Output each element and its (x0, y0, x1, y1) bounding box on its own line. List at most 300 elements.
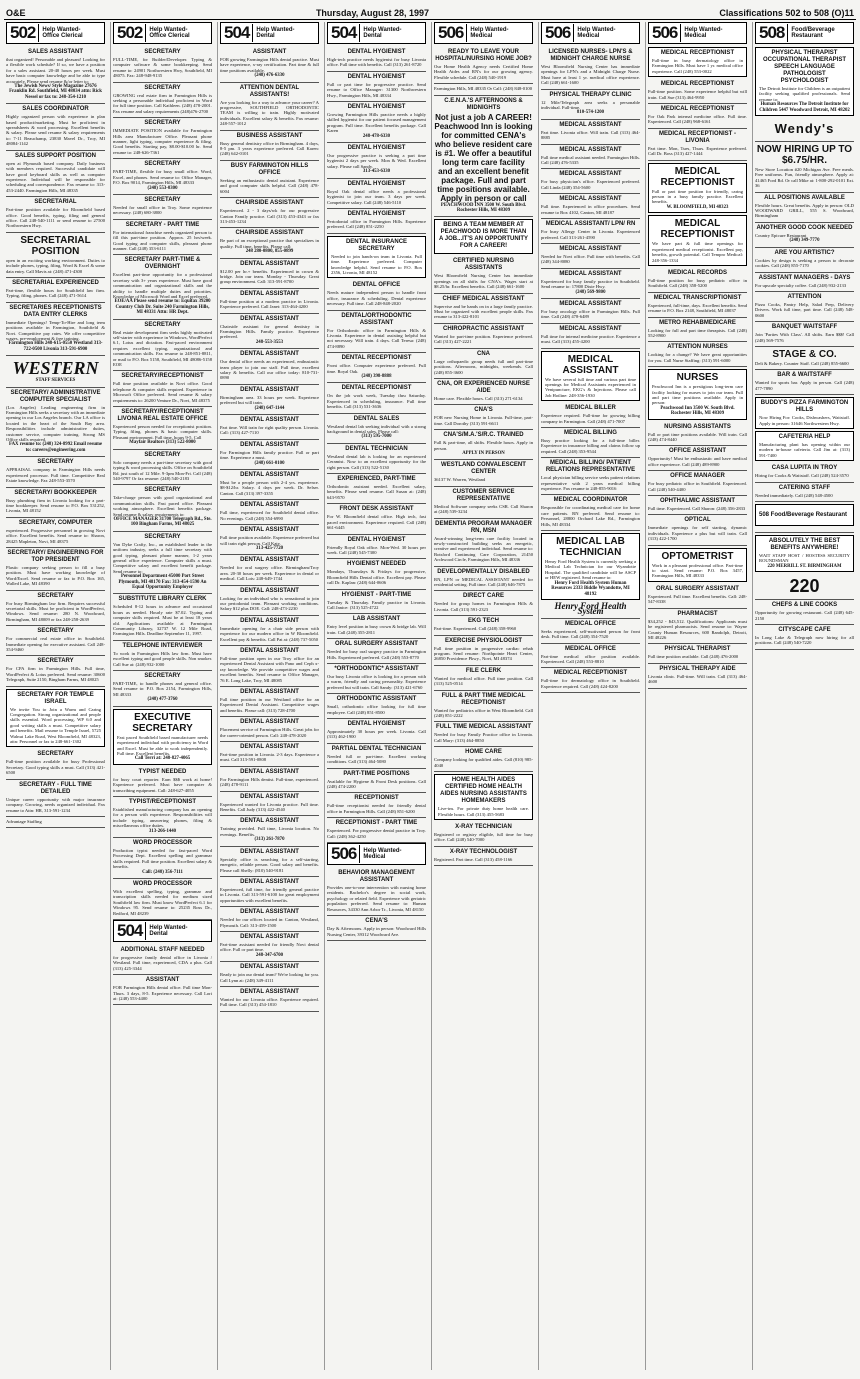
ad-contact: (248) 647-1144 (254, 405, 285, 411)
ad-title: HYGIENIST - PART-TIME (341, 591, 412, 598)
classified-ad (755, 625, 854, 650)
section-number: 506 (542, 24, 574, 42)
ad-title: BAR & WAITSTAFF (777, 372, 832, 379)
ad-body: Our busy Livonia office is looking for a person with a warm, friendly and caring personality. Experience preferred but will train. Call Sandy: (313) 421-6760 (327, 673, 426, 690)
classified-ad (755, 502, 854, 533)
ad-contact: Mayfair Realtors (313) 522-8000 (129, 440, 196, 446)
classified-ad (327, 280, 426, 310)
ad-contact: (248) 398-8888 (361, 374, 392, 379)
classified-ad (220, 415, 319, 440)
ad-body: Looking for a change? We have great opportunities for you. Call Nurse Staffing: (313) 591-6000 (648, 352, 747, 363)
classified-ad (6, 488, 105, 518)
classified-ad (220, 987, 319, 1012)
section-label: Help Wanted- Dental (363, 26, 402, 39)
ad-body: Part time. Mon, Tues, Thurs. Experience preferred. Call Dr. Boss (313) 427-1444 (648, 145, 747, 157)
ad-title: SECRETARY/ ENGINEERING FOR TOP PRESIDENT (7, 549, 104, 563)
ad-title: SECRETARY (144, 196, 181, 203)
ad-title: DENTAL ASSISTANT (240, 793, 299, 800)
ad-title: FULL & PART TIME MEDICAL RECEPTIONIST (441, 692, 526, 706)
masthead-left: O&E (6, 8, 26, 18)
ad-body: Front office. Computer experience preferred. Full time. Royal Oak. (327, 363, 426, 374)
ad-body: Day & Afternoons. Apply in person: Woodward Hills Nursing Center, 39312 Woodward Ave. (327, 926, 426, 937)
ad-title: WESTLAND CONVALESCENT CENTER (441, 462, 526, 476)
masthead-classifications: Classifications 502 to 508 (719, 8, 829, 18)
ad-body: Experienced, full time, for friendly general practice in Livonia. Call 313-591-6100 for great employment opportunities with excellent benefits. (220, 886, 319, 903)
classified-ad (434, 636, 533, 666)
ad-contact: Henry Ford Health System Human Resources 2333 Biddle Wyandotte, MI 48192 (551, 580, 630, 597)
ad-body: Provides one-to-one intervention with nursing home residents. Bachelor's degree in social work, psychology or related field. Experience with geriatric population preferred. Send resume to: Human Resources, 34330 Ann Arbor Tr., Livonia, MI 48150 (327, 885, 426, 912)
classified-ad (113, 195, 212, 220)
ad-body: Seeks experienced, self-motivated person for front desk. Full time. Call (248) 354-7520 (541, 628, 640, 640)
ad-body: 12 Mile/Telegraph area seeks a personable individual. Full-time. (541, 99, 640, 111)
ad-body: Flexible hours. Great benefits. Apply in person: OLD WOODWARD GRILL, 555 S. Woodward, Birmingham (755, 202, 854, 219)
ad-body: Our progressive practice is seeking a part time hygienist 2 days per week. Mon & Wed. Excellent salary. Please call Sandy. (327, 153, 426, 169)
classified-ad (113, 371, 212, 407)
ad-title: READY TO LEAVE YOUR HOSPITAL/NURSING HOME JOB? (435, 49, 532, 62)
ad-body: Opportunity! Must be enthusiastic and have medical office experience. Call (248) 489-8900 (648, 456, 747, 467)
classified-ad (648, 104, 747, 129)
classified-ad (220, 314, 319, 350)
ad-title: DENTAL OFFICE (352, 282, 401, 289)
ad-contact: 248-553-3553 (255, 339, 284, 345)
ad-body: Full time position available. Experience preferred but will train right person. Call Katy. (220, 535, 319, 546)
classified-ad (541, 619, 640, 644)
ad-body: that organized! Personable and pleasant! Looking for a flexible work schedule? If so, we have a position for a sales assistant. 20-40 hours per week. Must have basic computer knowledge and be able to type accurately. Please send resume &/or letter to: (6, 57, 105, 84)
ad-title: SECRETARIAL (34, 199, 77, 206)
ad-contact: Farmington Hills 248-615-0550 Westland 313-722-0500 Livonia 313-591-6900 (8, 341, 103, 352)
ad-title: SECRETARIAL EXPERIENCED (12, 279, 99, 286)
classified-ad (434, 324, 533, 349)
ad-body: Award-winning long-term care facility located in newly-constructed building seeks an energetic, creative and experienced individual. Send resume to: Botsford Continuing Care Corporation, 21450 Archwood Circle, Farmington Hills, MI 48336 (434, 535, 533, 563)
ad-body: Full time for internal medicine practice. Experience a must. Call (313) 455-4200 (541, 333, 640, 345)
ad-title: CHAIRSIDE ASSISTANT (235, 230, 304, 237)
classified-ad (6, 780, 105, 817)
classified-ad (434, 219, 533, 254)
column-4 (324, 22, 428, 1370)
ad-body: Peachwood Inn is a prestigious long-term care facility looking for nurses to join our team. Full and part time positions available. Apply in person: (652, 384, 743, 406)
ad-title: EXPERIENCED, PART-TIME (337, 476, 416, 483)
ad-body: STAFF SERVICES (35, 378, 76, 384)
ad-title: ASSISTANT MANAGERS - DAYS (758, 274, 851, 281)
masthead (4, 4, 856, 20)
ad-body: Entry level position in busy crown & bridge lab. Will train. Call (248) 355-2811 (327, 624, 426, 635)
ad-title: MEDICAL ASSISTANT (559, 270, 622, 277)
ad-title: PHYSICAL THERAPY AIDE (659, 665, 736, 672)
ad-body: Part-time position available for Bloomfield based office. Good benefits, typing, filing and general office. Call 248-540-1111 or send resume to 27500 Northwestern Hwy. (6, 207, 105, 229)
ad-title: EXERCISE PHYSIOLOGIST (444, 637, 522, 644)
classified-ad (541, 428, 640, 458)
ad-contact: (248) 349-7770 (789, 238, 820, 244)
classified-ad (327, 590, 426, 615)
ad-title: ASSISTANT (145, 977, 180, 984)
ad-title: MEDICAL ASSISTANT (559, 245, 622, 252)
section-number: 502 (7, 24, 39, 42)
wendys-logo: Wendy's (774, 121, 835, 137)
ad-title: SECRETARY (144, 533, 181, 540)
ad-body: (Los Angeles) Leading engineering firm in Farmington Hills seeks a secretary with an immediate opening in our Los Angeles branch. Our LA office is located in the heart of the South Bay area. Responsibilities include administrative duties, customer service, computer training. Strong MS Office skills required. (6, 404, 105, 443)
section-label: Food/Beverage Restaurant (791, 26, 835, 39)
ad-title: DENTAL ASSISTANT (240, 617, 299, 624)
ad-body: open in an exciting working environment. Duties to include phones, typing, filing, Word & Excel & some data entry. Call Mavis at: (248) 471-4300 (6, 257, 105, 274)
ad-title: DENTAL HYGIENIST (347, 721, 406, 727)
classified-ad (327, 535, 426, 560)
classified-ad (220, 847, 319, 877)
ad-body: Friendly Royal Oak office. Mon-Wed. 30 hours per week. Call (248) 545-7300 (327, 544, 426, 555)
classified-ad (327, 639, 426, 664)
classified-ad (648, 644, 747, 663)
classified-ad (541, 533, 640, 600)
classified-ad (220, 907, 319, 932)
classified-ad (220, 161, 319, 198)
ad-title: ALL POSITIONS AVAILABLE (764, 194, 845, 201)
classified-ad (113, 945, 212, 975)
ad-title: PHYSICAL THERAPY CLINIC (549, 91, 632, 98)
classified-ad (113, 47, 212, 83)
classified-ad (113, 159, 212, 195)
ad-body: Needed for busy oral surgery practice in Farmington Hills. Experienced preferred. Call (248) 553-8770 (327, 649, 426, 660)
ad-title: CAFETERIA HELP (778, 433, 831, 440)
ad-title: OFFICE MANAGER (670, 473, 725, 480)
classified-ad (220, 131, 319, 161)
ad-body: We have part & full time openings for experienced medical receptionist. Excellent pay, benefits, growth potential. Call Tempro Medical: 248-356-1334 (652, 241, 743, 263)
classified-ad (648, 609, 747, 645)
ad-body: Real estate development firm seeks highly motivated self-starter with experience in Windows, WordPerfect 6.1, Lotus and dictation. Fast-paced environment requires excellent typing, organizational and communication skills. Fax resume to 248-851-8811, or mail to P.O. Box 5158, Southfield, MI 48086-5158 EOE (113, 329, 212, 368)
ad-body: Experienced, full-time, days. Excellent benefits. Send resume to P.O. Box 2148, Southfield, MI 48037 (648, 302, 747, 314)
classified-ad (6, 104, 105, 150)
ad-body: Opportunity for growing restaurant. Call (248) 645-2150 (755, 610, 854, 621)
ad-title: CNA (477, 350, 490, 357)
classified-ad (327, 614, 426, 639)
ad-body: Full-time position at a modern practice in Livonia. Experience preferred. Call Janet: 313-464-4200 (220, 298, 319, 310)
ad-body: For international franchise needs organized person to fill this part-time position. Approx. 25 hrs/week. Good typing and computer skills, pleasant phone manner. Call (248) 353-6111 (113, 229, 212, 251)
section-header (220, 22, 319, 44)
ad-body: Part-time assistant needed for friendly Novi dental office. Full or part time. (220, 941, 319, 953)
ad-body: Immediate opening for a chair side person with experience for our modern office in W Bloomfield. Excellent pay & benefits. Call Pat at: (248) 737-5050 (220, 625, 319, 642)
classified-ad (755, 292, 854, 322)
masthead-right (719, 8, 854, 18)
classified-ad (327, 694, 426, 719)
classified-ad (434, 47, 533, 84)
classified-ad (113, 671, 212, 707)
ad-title: PARTIAL DENTAL TECHNICIAN (331, 745, 422, 752)
ad-title: DENTAL SALES (353, 415, 400, 422)
classified-ad (327, 769, 426, 794)
ad-title: HOME HEALTH AIDES CERTIFIED HOME HEALTH AIDES NURSING ASSISTANTS HOMEMAKERS (440, 777, 527, 805)
ad-body: Manufacturing plant has opening within our modern in-house cafeteria. Call Jim at: (313) 591-7400 (759, 441, 850, 458)
ad-title: MEDICAL ASSISTANT (559, 171, 622, 178)
ad-title: MEDICAL ASSISTANT/ LPN/ RN (545, 221, 636, 228)
classified-ad (113, 320, 212, 372)
classified-ad (541, 602, 640, 619)
classified-ad (541, 668, 640, 693)
classified-ad (327, 719, 426, 744)
classified-ad (755, 118, 854, 142)
ad-title: SECRETARY, COMPUTER (18, 519, 93, 526)
ad-title: DENTAL/ORTHODONTIC ASSISTANT (341, 312, 412, 326)
ad-title: PHARMACIST (677, 610, 718, 617)
ad-title: SECRETARY (144, 451, 181, 458)
ad-title: CNA'S/M.A.'S/R.C. TRAINED (443, 432, 524, 439)
ad-body: PART-TIME, flexible for busy small office. Word, Excel, and phones. Send resume to: Office Manager, P.O. Box 9014, Farmington Hills, MI 48333 (113, 169, 212, 186)
ad-title: SECRETARY - PART TIME (125, 221, 200, 228)
ad-title: DENTAL ASSISTANT (240, 441, 299, 448)
ad-body: Experienced. Full time. Excellent benefits. Call: 248-547-8338 (648, 593, 747, 605)
classified-ad (6, 457, 105, 487)
ad-title: EXECUTIVE SECRETARY (132, 711, 193, 734)
ad-title: MEDICAL RECEPTIONIST (660, 165, 735, 188)
ad-title: MEDICAL ASSISTANT (559, 146, 622, 153)
ad-contact: Personnel Department 45000 Port Street Plymouth, MI 48170 Fax: 313-454-1590 An Equal Opportunity Employer (118, 574, 207, 590)
classified-ad (755, 483, 854, 502)
ad-body: GROWING real estate firm in Farmington Hills is seeking a personable individual proficient in Word for full time position. Call Kathleen. (248) 478-2001. Fax resume and salary requirements (248)476-2700 (113, 92, 212, 114)
ad-body: Henry Ford Health System is currently seeking a Medical Lab Technician for our Wyandotte Hospital. The qualified candidate will be ASCP or HEW registered. Send resume to: (545, 559, 636, 581)
ad-body: Country Epicure Restaurant (755, 232, 807, 238)
ad-title: SECRETARY (37, 751, 74, 758)
ad-title: BUDDY'S PIZZA FARMINGTON HILLS (760, 400, 849, 414)
classified-ad (434, 294, 533, 324)
ad-title: MEDICAL BILLING (564, 430, 617, 436)
classified-ad (327, 209, 426, 234)
ad-title: NURSING ASSISTANTS (664, 423, 731, 430)
column-2 (110, 22, 214, 1370)
classified-ad (648, 47, 747, 77)
classified-ad (220, 349, 319, 385)
classified-ad (648, 548, 747, 582)
ad-title: ATTENTION (787, 293, 822, 300)
classified-ad (434, 666, 533, 691)
classified-ad (6, 233, 105, 278)
ad-body: for progressive family dental office in Livonia / Westland. Full time, experienced, CDA a plus. Call (313) 425-3344 (113, 955, 212, 971)
classified-ad (220, 555, 319, 585)
ad-title: RECEPTIONIST - PART TIME (335, 820, 418, 827)
ad-contact: (248) 553-0300 (147, 185, 178, 191)
ad-body: Full or part time position for friendly, caring person in a busy family practice. Excellent benefits. (652, 188, 743, 205)
ad-title: SALES COORDINATOR (22, 106, 89, 113)
ad-title: DENTAL ASSISTANT (240, 909, 299, 916)
ad-body: Needed for group homes in Farmington Hills & Livonia. Call (313) 591-2323 (434, 601, 533, 612)
ad-title: CHIROPRACTIC ASSISTANT (443, 325, 524, 332)
classified-ad (6, 47, 105, 104)
ad-title: DENTAL HYGIENIST (347, 210, 406, 217)
ad-body: Excellent part-time opportunity for a professional secretary with 3+ years experience. Must have good communication and organizational skills and the ability to handle multiple duties and priorities. Knowledge of Microsoft Word and Excel preferred. (113, 272, 212, 299)
section-header (648, 22, 747, 44)
section-header (434, 22, 533, 44)
ad-contact: 313-425-7720 (255, 545, 284, 551)
classified-ad (113, 797, 212, 838)
section-number: 506 (328, 845, 360, 863)
ad-body: Our dental office needs an experienced, enthusiastic team player to join our staff. Full time, excellent salary & benefits. Call our office today: 810-731-0890 (220, 359, 319, 381)
section-header (541, 22, 640, 44)
ad-contact: 313-453-6330 (362, 169, 391, 175)
ad-contact: Call Terri at: 248-827-4065 (134, 756, 191, 762)
classified-ad (113, 879, 212, 920)
classified-ad (434, 430, 533, 460)
classified-ad (434, 847, 533, 866)
ad-body: Highly organized person with experience in plan based product/marketing. Must be proficient in spreadsheets & word processing. Excellent benefits & salary. Please send resume & salary requirements to: 7-11 Beauchamp, 23830 Mavel Dr., Troy, MI 48084-1142 (6, 114, 105, 147)
ad-body: Experience required. Full-time for growing billing company in Farmington. Call (248) 471-7007 (541, 413, 640, 424)
ad-body: Wanted for medical office. Full time position. Call (313) 525-0514 (434, 675, 533, 687)
ad-body: Pizza Cooks, Pantry Help, Salad Prep, Delivery Drivers. Work full time, part time. Call (248) 548-0600 (755, 301, 854, 318)
classified-ad (755, 574, 854, 600)
ad-title: PHYSICAL THERAPIST (664, 646, 731, 653)
classified-ad (541, 351, 640, 402)
ad-body: Must be a people person with 2-4 yrs. experience. $8-$12/hr. Salary. 4 days per week. Dr. Selser. Canton. Call (313) 397-3355 (220, 480, 319, 496)
column-6 (538, 22, 642, 1370)
classified-ad (220, 198, 319, 228)
classified-ad (434, 405, 533, 430)
classified-ad (327, 143, 426, 179)
ad-contact: (313) 595-7000 (361, 434, 392, 440)
ad-body: open at Plymouth based company. Daily business with members required. Successful candidate will have good keyboard skills as well as computer experience. Individual will be responsible for scheduling and correspondence. Fax resume to: 313-453-2440. Farmington Hills, MI 48335 (6, 160, 105, 193)
ad-title: DENTAL ASSISTANT (240, 386, 299, 393)
ad-title: DENTAL ASSISTANT (240, 744, 299, 751)
ad-contact: 248-478-6330 (362, 133, 391, 139)
ad-title: DIRECT CARE (462, 593, 504, 600)
ad-body: Part-time position in Livonia. 2-3 days. Experience a must. Call 313-591-0808 (220, 752, 319, 763)
ad-title: DENTAL RECEPTIONIST (341, 385, 412, 392)
section-label: Help Wanted- Medical (577, 26, 616, 39)
ad-title: CITYSCAPE CAFE (778, 627, 831, 634)
classified-ad (327, 47, 426, 72)
ad-body: Solo company needs a part-time secretary with good typing & word processing skills. Office on Southfield Rd. just south of 12 Mile. 9-3pm Mon-Fri. Call (248) 540-9797 Or fax resume: (248) 540-2183 (113, 459, 212, 481)
ad-contact: APPLY IN PERSON (462, 450, 505, 456)
ad-title: SECRETARY - FULL TIME DETAILED (19, 781, 92, 795)
ad-contact: (248) 476-6330 (254, 73, 285, 79)
classified-ad (113, 255, 212, 319)
ad-body: Take-charge person with good organizational and communication skills. Fast paced office. Pleasant working atmosphere. Excellent benefits package. Send resume & salary requirements to: (113, 495, 212, 517)
ad-title: ORTHODONTIC ASSISTANT (336, 696, 417, 703)
ad-title: NOW HIRING UP TO $6.75/HR. (756, 144, 853, 167)
ad-body: Busy general dentistry office in Birmingham. 4 days, 8-5 pm. 3 years experience preferred. Call Karen: (248) 642-0101 (220, 140, 319, 157)
column-5 (431, 22, 535, 1370)
classified-ad (6, 356, 105, 387)
classified-ad (6, 749, 105, 779)
ad-title: DENTAL ASSISTANT (240, 351, 299, 358)
ad-body: For Farmington Hills family practice. Full or part time. Experience a must. (220, 449, 319, 461)
ad-title: MEDICAL OFFICE (565, 620, 616, 627)
classified-ad (113, 118, 212, 159)
classified-ad (755, 322, 854, 347)
ad-body: Full or part time positions available. Will train. Call (248) 474-8440 (648, 431, 747, 442)
masthead-page-number: (O)11 (831, 8, 854, 18)
ad-body: Company looking for qualified aides. Call (810) 985-4040 (434, 757, 533, 768)
ad-body: Seeking an enthusiastic dental assistant. Experience and good computer skills helpful. Call (248) 478-6004 (220, 177, 319, 194)
ad-body: For commercial real estate office in Southfield. Immediate opening for executive assistant. Call 248-354-9460 (6, 636, 105, 652)
classified-ad (6, 689, 105, 748)
classified-ad (541, 458, 640, 495)
ad-title: X-RAY TECHNOLOGIST (449, 848, 518, 855)
classified-ad (113, 641, 212, 671)
ad-body: Van Dyke Crafty, Inc., an established leader in the uniform industry, seeks a full time secretary with good typing, pleasant phone manner, 1-2 years general office experience. Computer skills a must. Competitive salary and excellent benefit package. Send resume to: (113, 541, 212, 574)
classified-ad (113, 83, 212, 119)
classified-ad (220, 385, 319, 415)
ad-title: PART-TIME POSITIONS (343, 770, 410, 777)
classified-ad (434, 519, 533, 567)
ad-body: Scheduled 8-12 hours in advance and occasional hours as needed. Hourly rate $7.02. Typing and computer skills required. Must be at least 18 years old. Applications available at Farmington Community Library, 32737 W. 12 Mile Road, Farmington Hills. Deadline September 11, 1997. (113, 604, 212, 637)
ad-title: SECRETARY/ ADMINISTRATIVE COMPUTER SPECIALIST (10, 389, 101, 403)
classified-ad (755, 347, 854, 370)
ad-contact: Call: (248) 356-7111 (142, 869, 183, 875)
ad-title: BUSY FARMINGTON HILLS OFFICE (230, 162, 309, 176)
ad-body: For CPA firm in Farmington Hills. Full time, WordPerfect & Lotus preferred. Send resume: 30600 Telegraph, Suite 2150, Bingham Farms, MI 48025 (6, 666, 105, 683)
ad-title: DENTAL ASSISTANT (240, 502, 299, 509)
section-label: Help Wanted- Medical (363, 847, 402, 861)
ad-body: Specialty office is searching for a self-starting, energetic, reliable person. Good salary and benefits. Please call Shelly: (810) 540-9181 (220, 856, 319, 873)
classified-ad (434, 379, 533, 405)
classified-ad (327, 179, 426, 209)
classified-ad (648, 268, 747, 293)
ad-title: STAGE & CO. (772, 348, 837, 360)
ad-title: SECRETARY (144, 84, 181, 91)
ad-title: DENTAL HYGIENIST (347, 145, 406, 152)
ad-body: Full time position available. Call (248) 476-2000 (648, 654, 739, 660)
classified-ad (648, 471, 747, 496)
ad-body: Part-time. Experienced. Call (248) 358-9960 (434, 626, 517, 632)
ad-body: Full time position available in Novi office. Good telephone & computer skills required. Experience in Microsoft Office preferred. Send resume & salary requirements to: 26200 Venture Dr., Novi, MI 48375 (113, 381, 212, 403)
classified-ad (648, 129, 747, 161)
ad-title: MEDICAL OFFICE (565, 645, 616, 652)
ad-body: Part time. Livonia office. Will train. Call (313) 464-8885 (541, 129, 640, 141)
ad-title: SECRETARY (37, 628, 74, 635)
classified-ad (434, 822, 533, 847)
ad-title: SECRETARIAL POSITION (20, 234, 91, 257)
ad-title: FULL TIME MEDICAL ASSISTANT (435, 724, 532, 731)
classified-ad (648, 342, 747, 367)
ad-title: SECRETARY (144, 161, 181, 168)
ad-body: High-tech practice needs hygienist for busy Livonia office. Full time with benefits. Call (313) 261-8720 (327, 57, 426, 68)
classified-ad (434, 616, 533, 635)
classified-ad (327, 793, 426, 818)
ad-contact: EOE/AA Please send resume to: Equifax 39200 Country Club Dr. Suite 240 Farmington Hills, MI 48331 Attn: HR Dept. (114, 299, 211, 316)
ad-body: Needed to join hands-on team in Livonia. Full time. Experience preferred. Computer knowledge helpful. Send resume to P.O. Box 2356, Livonia, MI 48152 (331, 253, 422, 275)
ad-body: FULL-TIME, for Builder/Developer. Typing & computer software & some bookkeeping. Send resume to: 24901 Northwestern Hwy, Southfield, MI 48075. Fax: 248-948-9135 (113, 57, 212, 79)
ad-body: Not just a job A CAREER! Peachwood Inn is looking for committed CENA's who believe resident care is #1. We offer a beautiful long term care facility and an excellent benefit package. Full and part time positions available. Apply in person or call (434, 112, 533, 203)
ad-title: C.E.N.A.'S AFTERNOONS & MIDNIGHTS (444, 97, 523, 111)
ad-contact: Human Resources The Detroit Institute for Children 5447 Woodward Detroit, MI 48202 (759, 102, 850, 113)
ad-title: ASSISTANT (252, 49, 287, 55)
classified-ad (648, 215, 747, 266)
section-label: Help Wanted- Office Clerical (149, 26, 190, 39)
ad-title: CATERING STAFF (778, 484, 831, 491)
classified-ad (648, 496, 747, 515)
classified-ad (434, 567, 533, 592)
ad-body: Plastic company seeking person to fill a busy position. Must have working knowledge of Word/Excel. Send resume or fax to P.O. Box 165, Walled Lake, MI 48390 (6, 564, 105, 587)
ad-body: Home care. Flexible hours. Call (313) 271-6134 (434, 395, 523, 401)
ad-title: DENTAL HYGIENIST (347, 49, 406, 55)
address-number: 220 (789, 576, 820, 597)
ad-title: TYPIST NEEDED (138, 768, 187, 775)
section-header (755, 504, 854, 526)
ad-body: For Oak Park internal medicine office. Full time. Experienced. Call (248) 968-6161 (648, 114, 747, 125)
classified-ad (541, 403, 640, 428)
ad-title: MEDICAL RECEPTIONIST (553, 670, 628, 677)
section-number: 504 (221, 24, 253, 42)
ad-title: SECRETARY (144, 120, 181, 127)
ad-body: Looking for full and part time therapists. Call (248) 552-8900 (648, 327, 747, 338)
ad-body: For W. Bloomfield dental office. High tech, fast paced environment. Experience required. Call (248) 661-6445 (327, 514, 426, 531)
classified-ad (113, 767, 212, 797)
classified-ad (327, 102, 426, 143)
classified-ad (755, 463, 854, 482)
ad-body: Needed immediately. Call (248) 548-4500 (755, 492, 833, 498)
classified-ad (648, 79, 747, 104)
classified-ad (327, 916, 426, 941)
ad-title: CENA'S (365, 918, 388, 925)
ad-title: BUSINESS ASSISTANT (236, 132, 303, 139)
ad-body: Full-time position available for busy Professional Secretary. Good typing skills a must. Call (313) 421-6500 (6, 759, 105, 776)
classified-ad (220, 586, 319, 616)
ad-body: Tuesday & Thursday. Family practice in Livonia. Call Janice: (313) 525-4722 (327, 599, 426, 610)
